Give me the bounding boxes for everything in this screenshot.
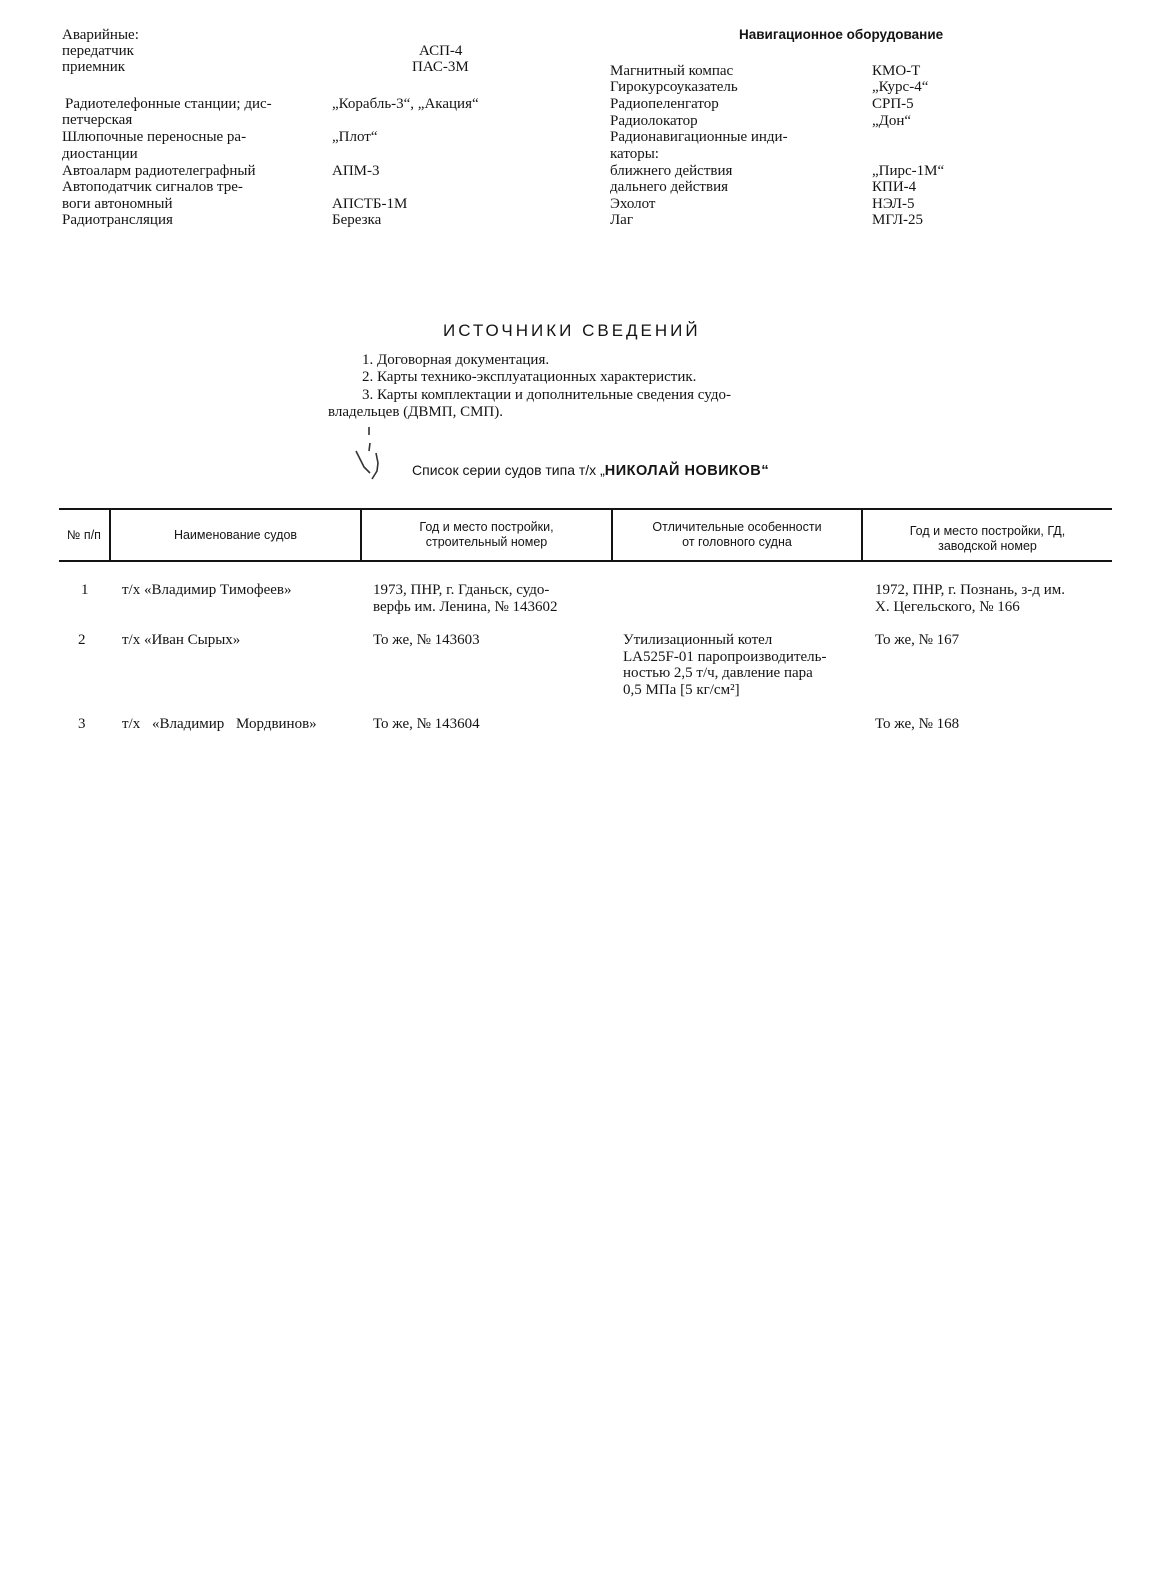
receiver-label: приемник	[62, 59, 126, 75]
navigation-title: Навигационное оборудование	[739, 27, 944, 42]
series-title-prefix: Список серии судов типа т/х „	[412, 462, 605, 478]
row-differences-cont: ностью 2,5 т/ч, давление пара	[623, 665, 813, 681]
log-label: Лаг	[610, 212, 633, 228]
rdf-value: СРП-5	[872, 96, 914, 112]
header-built	[362, 520, 611, 550]
gyro-label: Гирокурсоуказатель	[610, 79, 738, 95]
row-built-cont: верфь им. Ленина, № 143602	[373, 599, 558, 615]
row-num: 3	[78, 716, 86, 732]
row-engine: То же, № 168	[875, 716, 960, 732]
radiotelephone-label-cont: петчерская	[62, 112, 133, 128]
table-top-rule	[59, 508, 1112, 510]
row-num: 1	[81, 582, 89, 598]
lifeboat-radio-label-cont: диостанции	[62, 146, 138, 162]
echo-value: НЭЛ-5	[872, 196, 915, 212]
header-differences-line: от головного судна	[682, 535, 792, 549]
radionav-label-cont: каторы:	[610, 146, 659, 162]
autosender-label-cont: воги автономный	[62, 196, 173, 212]
row-differences-cont: 0,5 МПа [5 кг/см²]	[623, 682, 740, 698]
short-range-value: „Пирс-1М“	[872, 163, 945, 179]
short-range-label: ближнего действия	[610, 163, 733, 179]
radionav-label: Радионавигационные инди-	[610, 129, 788, 145]
header-name: Наименование судов	[173, 528, 298, 542]
radiotelephone-label: Радиотелефонные станции; дис-	[65, 96, 272, 112]
row-differences-cont: LA525F-01 паропроизводитель-	[623, 649, 827, 665]
radiotelephone-value: „Корабль-3“, „Акация“	[332, 96, 479, 112]
series-title	[412, 462, 769, 480]
source-item-3: 3. Карты комплектации и дополнительные сведения судо-	[362, 387, 731, 403]
autoalarm-value: АПМ-3	[332, 163, 380, 179]
source-item-3-cont: владельцев (ДВМП, СМП).	[328, 404, 503, 420]
echo-label: Эхолот	[610, 196, 656, 212]
series-title-name: НИКОЛАЙ НОВИКОВ	[604, 463, 762, 479]
source-item-1: 1. Договорная документация.	[362, 352, 550, 368]
series-title-suffix: “	[761, 462, 769, 479]
long-range-label: дальнего действия	[610, 179, 729, 195]
check-mark-icon	[348, 425, 388, 485]
row-num: 2	[78, 632, 86, 648]
rdf-label: Радиопеленгатор	[610, 96, 719, 112]
row-engine: То же, № 167	[875, 632, 960, 648]
lifeboat-radio-label: Шлюпочные переносные ра-	[62, 129, 247, 145]
header-built-line: Год и место постройки,	[419, 520, 554, 534]
receiver-value: ПАС-3М	[412, 59, 469, 75]
row-engine-cont: Х. Цегельского, № 166	[875, 599, 1020, 615]
row-built: 1973, ПНР, г. Гданьск, судо-	[373, 582, 550, 598]
radar-value: „Дон“	[872, 113, 912, 129]
autoalarm-label: Автоаларм радиотелеграфный	[62, 163, 256, 179]
row-differences: Утилизационный котел	[623, 632, 773, 648]
row-built: То же, № 143603	[373, 632, 480, 648]
table-header-rule	[59, 560, 1112, 562]
row-ship-name: т/х «Владимир Мордвинов»	[122, 716, 317, 732]
compass-label: Магнитный компас	[610, 63, 734, 79]
header-num: № п/п	[67, 528, 101, 542]
header-built-line: строительный номер	[425, 535, 548, 549]
header-differences	[613, 520, 861, 550]
header-engine	[863, 524, 1112, 554]
sources-title: ИСТОЧНИКИ СВЕДЕНИЙ	[443, 321, 701, 340]
header-differences-line: Отличительные особенности	[652, 520, 822, 534]
transmitter-label: передатчик	[62, 43, 134, 59]
broadcast-value: Березка	[332, 212, 382, 228]
source-item-2: 2. Карты технико-эксплуатационных характеристик.	[362, 369, 697, 385]
transmitter-value: АСП-4	[419, 43, 463, 59]
radar-label: Радиолокатор	[610, 113, 698, 129]
emergency-label: Аварийные:	[62, 27, 139, 43]
long-range-value: КПИ-4	[872, 179, 917, 195]
row-ship-name: т/х «Иван Сырых»	[122, 632, 241, 648]
header-engine-line: Год и место постройки, ГД,	[909, 524, 1066, 538]
header-engine-line: заводской номер	[938, 539, 1037, 553]
row-built: То же, № 143604	[373, 716, 480, 732]
autosender-label: Автоподатчик сигналов тре-	[62, 179, 243, 195]
autosender-value: АПСТБ-1М	[332, 196, 408, 212]
log-value: МГЛ-25	[872, 212, 924, 228]
row-engine: 1972, ПНР, г. Познань, з-д им.	[875, 582, 1065, 598]
lifeboat-radio-value: „Плот“	[332, 129, 378, 145]
gyro-value: „Курс-4“	[872, 79, 929, 95]
compass-value: КМО-Т	[872, 63, 921, 79]
broadcast-label: Радиотрансляция	[62, 212, 173, 228]
row-ship-name: т/х «Владимир Тимофеев»	[122, 582, 292, 598]
